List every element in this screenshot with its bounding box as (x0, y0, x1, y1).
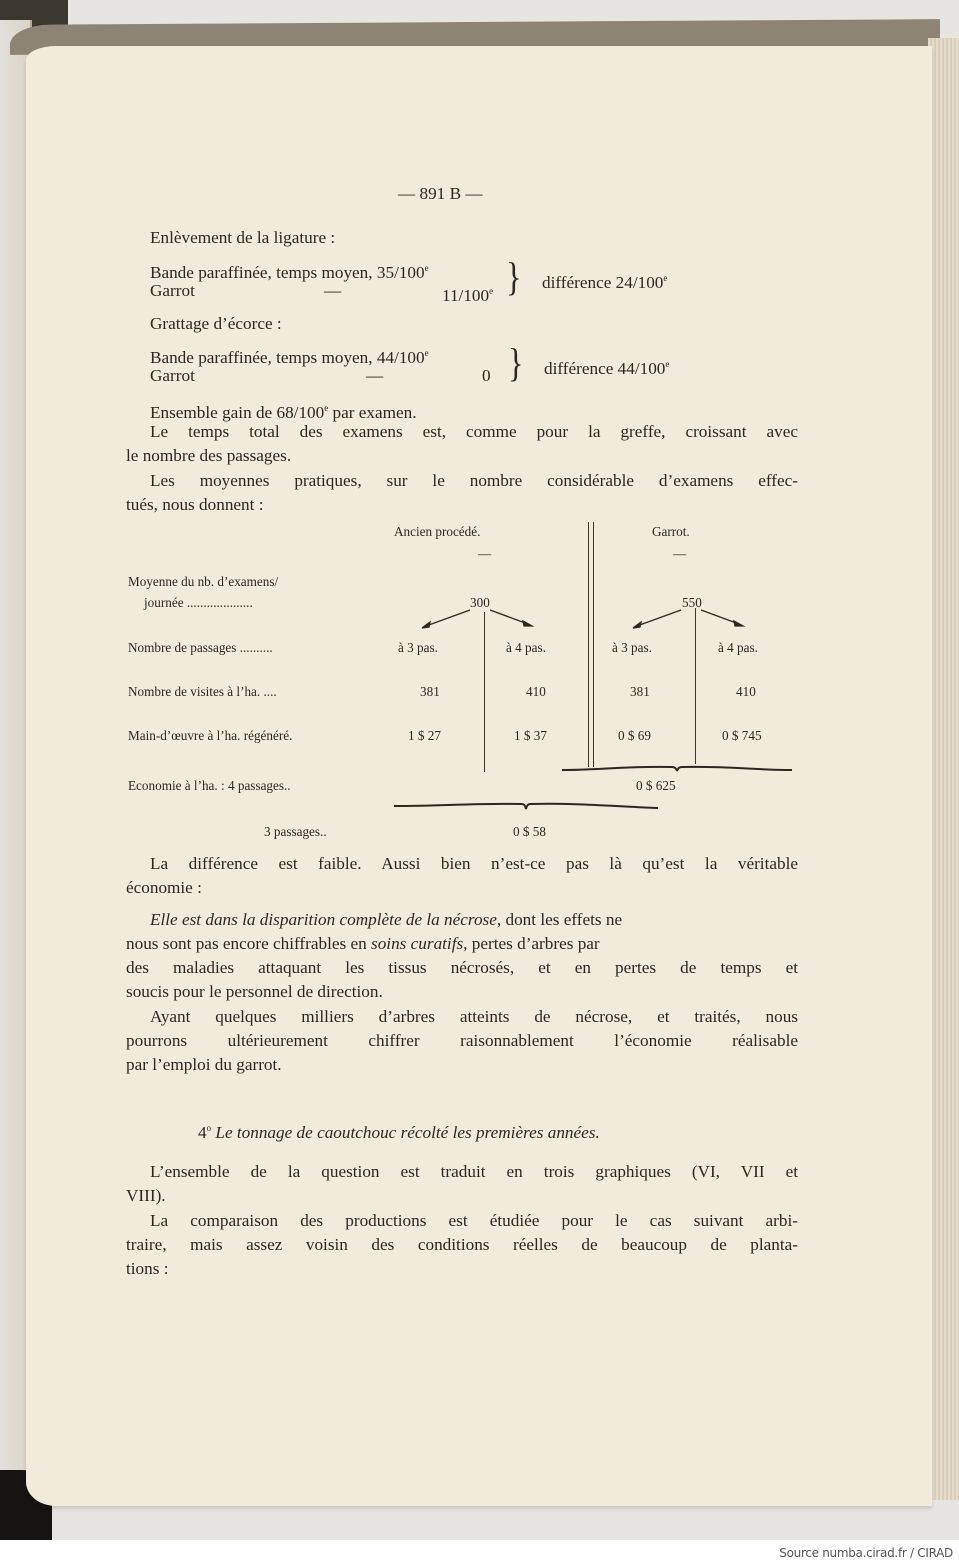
row-label-economie-4: Economie à l’ha. : 4 passages.. (128, 778, 291, 793)
text: nous sont pas encore chiffrables en (126, 934, 372, 953)
para-ayant-line1: Ayant quelques milliers d’arbres atteints de nécrose, et traités, nous (150, 1007, 798, 1026)
row-value-sup: e (424, 263, 429, 273)
cell-visites: 381 (630, 684, 650, 699)
daily-exams-ancien: 300 (470, 595, 490, 610)
text: , dont les effets ne (496, 910, 623, 929)
cell-main-oeuvre: 0 $ 69 (618, 728, 651, 743)
para-moyennes-line1: Les moyennes pratiques, sur le nombre considérable d’examens effec- (150, 471, 798, 490)
ligature-garrot-value (442, 279, 493, 309)
grattage-garrot-value: 0 (482, 366, 491, 385)
cell-visites: 381 (420, 684, 440, 699)
row-label-moyenne-2: journée .................... (144, 595, 253, 610)
grattage-row-garrot: Garrot (150, 366, 195, 385)
arrowhead (734, 621, 743, 626)
arrowhead (633, 622, 641, 628)
cell-passages: à 4 pas. (506, 640, 546, 655)
italic-emphasis: soins curatifs (371, 934, 464, 953)
para-ensemble-line1: L’ensemble de la question est traduit en trois graphiques (VI, VII et (150, 1162, 798, 1181)
cell-main-oeuvre: 1 $ 27 (408, 728, 441, 743)
daily-exams-garrot: 550 (682, 595, 702, 610)
row-label-economie-3: 3 passages.. (264, 824, 327, 839)
column-dash-ancien: — (478, 546, 492, 561)
arrow-left-garrot (637, 610, 681, 626)
row-label: Garrot (150, 281, 195, 300)
section-heading (198, 1116, 600, 1146)
row-value-sup: e (489, 286, 494, 296)
row-label: Bande paraffinée, temps moyen, (150, 263, 373, 282)
para-comparaison-line3: tions : (126, 1259, 169, 1278)
cell-main-oeuvre: 1 $ 37 (514, 728, 547, 743)
horizontal-brace-4-passages (562, 764, 792, 774)
para-ayant-line3: par l’emploi du garrot. (126, 1055, 282, 1074)
column-divider-double (588, 522, 594, 767)
arrowhead (422, 622, 430, 628)
ligature-difference (542, 266, 667, 296)
row-label: Bande paraffinée, temps moyen, (150, 348, 373, 367)
arrow-right-ancien (490, 610, 528, 624)
ligature-heading: Enlèvement de la ligature : (150, 228, 336, 247)
cell-visites: 410 (526, 684, 546, 699)
para-ensemble-line2: VIII). (126, 1186, 166, 1205)
para-temps-line2: le nombre des passages. (126, 446, 292, 465)
text: , pertes d’arbres par (463, 934, 600, 953)
difference-text: différence 44/100 (544, 359, 666, 378)
para-elle-line4: soucis pour le personnel de direction. (126, 982, 383, 1001)
row-dash: — (324, 281, 342, 300)
source-credit: Source numba.cirad.fr / CIRAD (779, 1546, 953, 1560)
economie-3-value: 0 $ 58 (513, 824, 546, 839)
cell-passages: à 3 pas. (398, 640, 438, 655)
cell-passages: à 3 pas. (612, 640, 652, 655)
ensemble-sup: e (324, 403, 329, 413)
arrowhead (523, 621, 532, 626)
horizontal-brace-3-passages (394, 802, 658, 812)
row-label-passages: Nombre de passages .......... (128, 640, 273, 655)
para-elle-line3: des maladies attaquant les tissus nécrosés, et en pertes de temps et (126, 958, 798, 977)
italic-emphasis: Elle est dans la disparition complète de la nécrose (150, 910, 497, 929)
arrow-left-ancien (426, 610, 470, 626)
row-value: 35/100 (376, 263, 425, 282)
para-comparaison-line1: La comparaison des productions est étudiée pour le cas suivant arbi- (150, 1211, 798, 1230)
para-comparaison-line2: traire, mais assez voisin des conditions réelles de beaucoup de planta- (126, 1235, 798, 1254)
row-value: 44/100 (376, 348, 425, 367)
curly-brace: } (508, 339, 524, 385)
difference-sup: e (665, 359, 670, 369)
ensemble-tail: par examen. (328, 403, 417, 422)
split-arrows (412, 608, 772, 638)
para-difference-line1: La différence est faible. Aussi bien n’est-ce pas là qu’est la véritable (150, 854, 798, 873)
para-elle-line1 (150, 908, 798, 933)
row-label-visites: Nombre de visites à l’ha. .... (128, 684, 277, 699)
grattage-difference (544, 352, 669, 382)
row-label-main-oeuvre: Main-d’œuvre à l’ha. régénéré. (128, 728, 293, 743)
row-label-moyenne-1: Moyenne du nb. d’examens/ (128, 574, 279, 589)
column-dash-garrot: — (673, 546, 687, 561)
row-value-sup: e (424, 348, 429, 358)
section-number-sup: o (206, 1123, 212, 1133)
page-stack-edges (928, 38, 959, 1500)
curly-brace: } (506, 253, 522, 299)
book-page (26, 46, 932, 1506)
row-value: 11/100 (442, 286, 490, 305)
para-difference-line2: économie : (126, 878, 202, 897)
cell-passages: à 4 pas. (718, 640, 758, 655)
ligature-row-garrot (150, 279, 195, 304)
para-temps-line1: Le temps total des examens est, comme pour la greffe, croissant avec (150, 422, 798, 441)
cell-visites: 410 (736, 684, 756, 699)
page-number: — 891 B — (398, 184, 483, 203)
cell-main-oeuvre: 0 $ 745 (722, 728, 762, 743)
economie-4-value: 0 $ 625 (636, 778, 676, 793)
page-text-block (122, 46, 812, 1506)
grattage-heading: Grattage d’écorce : (150, 314, 282, 333)
difference-text: différence 24/100 (542, 273, 664, 292)
para-moyennes-line2: tués, nous donnent : (126, 495, 264, 514)
section-number: 4 (198, 1123, 207, 1142)
row-dash: — (366, 366, 384, 385)
para-ayant-line2: pourrons ultérieurement chiffrer raisonnablement l’économie réalisable (126, 1031, 798, 1050)
column-header-ancien: Ancien procédé. (394, 524, 481, 539)
para-elle-line2 (126, 932, 600, 957)
difference-sup: e (663, 273, 668, 283)
section-title: Le tonnage de caoutchouc récolté les premières années. (211, 1123, 600, 1142)
column-header-garrot: Garrot. (652, 524, 690, 539)
arrow-right-garrot (701, 610, 739, 624)
ensemble-text: Ensemble gain de 68/100 (150, 403, 325, 422)
